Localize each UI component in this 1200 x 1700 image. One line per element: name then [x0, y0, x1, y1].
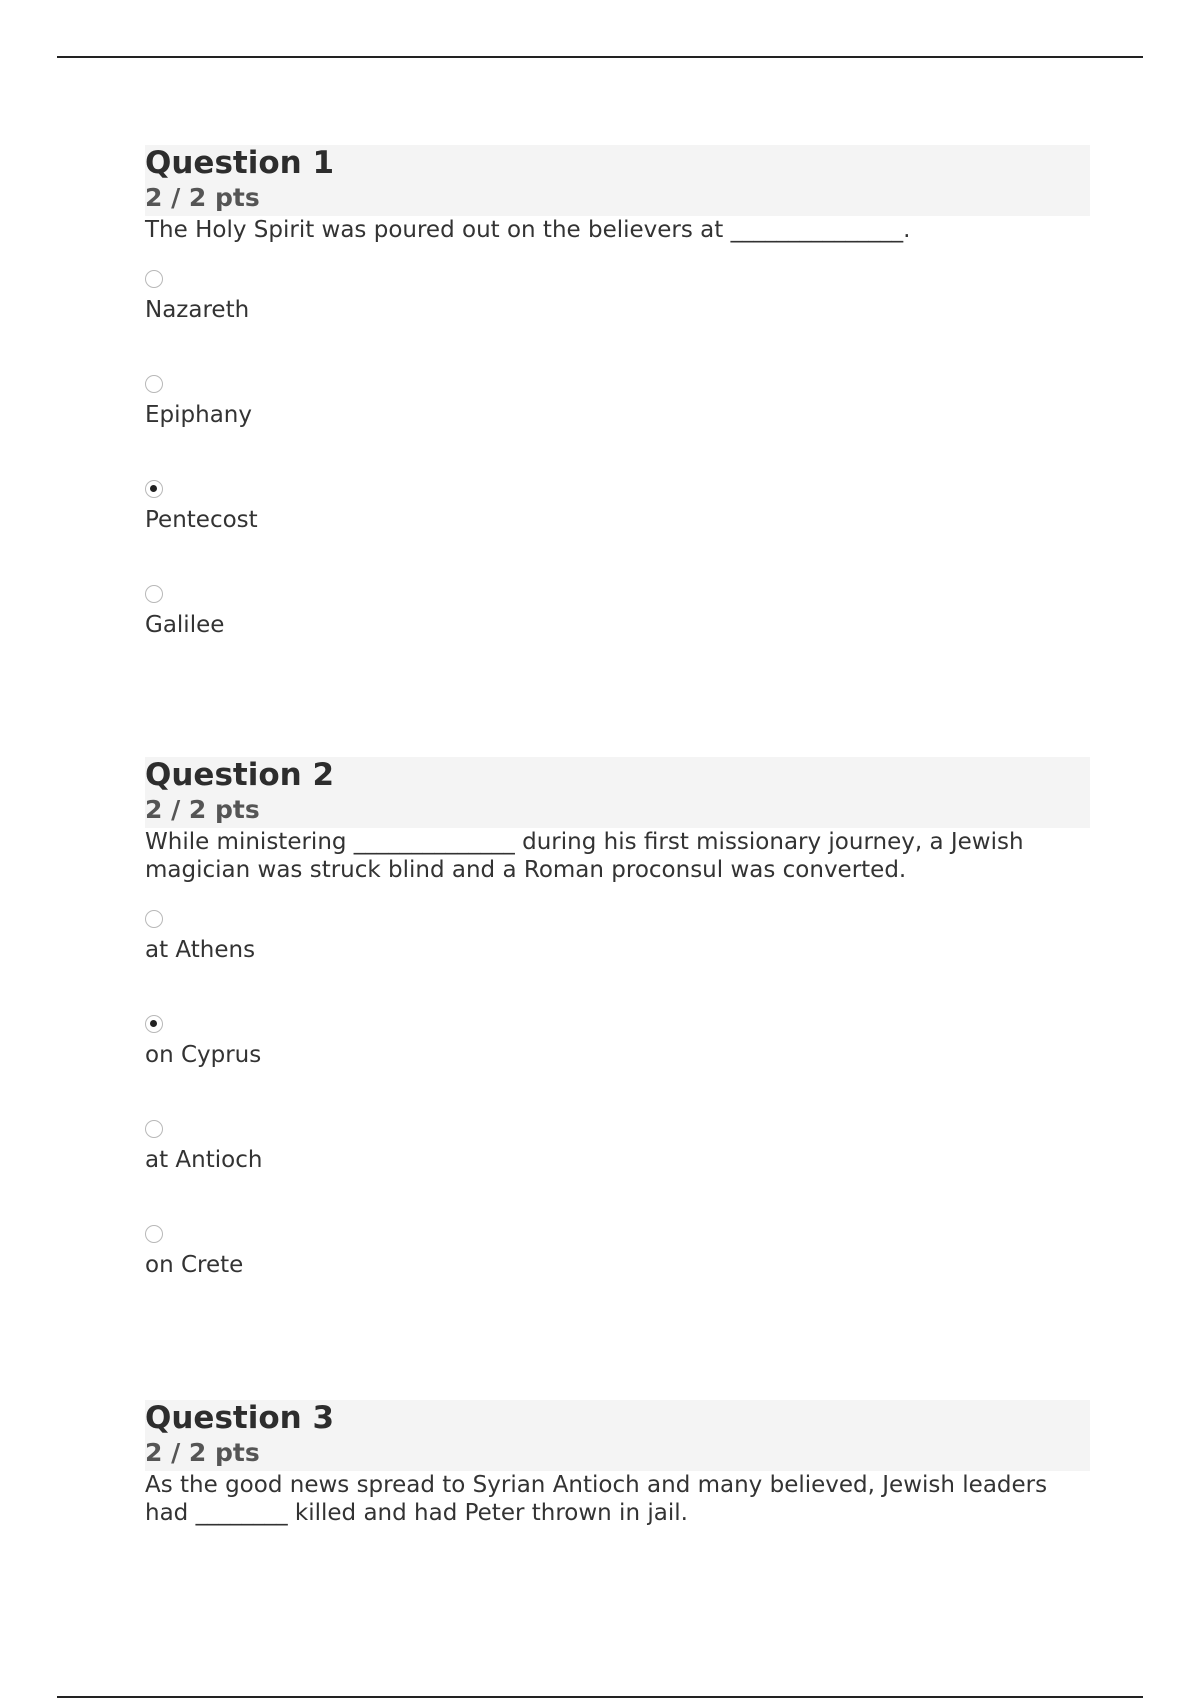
answer-option[interactable] — [145, 264, 1090, 369]
radio-button[interactable] — [145, 270, 163, 288]
question-header — [145, 757, 1090, 828]
question-text: The Holy Spirit was poured out on the believers at _______________. — [145, 217, 911, 243]
answer-label: Pentecost — [145, 507, 258, 533]
radio-button[interactable] — [145, 480, 163, 498]
question-title: Question 3 — [145, 1400, 335, 1436]
question-title: Question 2 — [145, 757, 335, 793]
answer-option[interactable] — [145, 904, 1090, 1009]
answer-label: on Crete — [145, 1252, 244, 1278]
answer-list — [145, 904, 1090, 1324]
answer-label: on Cyprus — [145, 1042, 262, 1068]
question-text: While ministering ______________ during his first missionary journey, a Jewish magician was struck blind and a Roman proconsul was converted. — [145, 829, 1024, 883]
answer-label: Galilee — [145, 612, 225, 638]
radio-button[interactable] — [145, 375, 163, 393]
question-3 — [145, 1400, 1090, 1527]
question-text: As the good news spread to Syrian Antioch and many believed, Jewish leaders had ________ killed and had Peter thrown in jail. — [145, 1472, 1048, 1526]
radio-button[interactable] — [145, 1015, 163, 1033]
question-header — [145, 145, 1090, 216]
radio-button[interactable] — [145, 585, 163, 603]
question-title: Question 1 — [145, 145, 335, 181]
answer-option[interactable] — [145, 579, 1090, 684]
answer-option[interactable] — [145, 369, 1090, 474]
top-divider — [57, 56, 1143, 58]
answer-option[interactable] — [145, 474, 1090, 579]
question-header — [145, 1400, 1090, 1471]
question-points: 2 / 2 pts — [145, 183, 260, 212]
answer-option[interactable] — [145, 1219, 1090, 1324]
answer-label: at Antioch — [145, 1147, 263, 1173]
bottom-divider — [57, 1696, 1143, 1698]
radio-button[interactable] — [145, 1120, 163, 1138]
answer-option[interactable] — [145, 1009, 1090, 1114]
quiz-content — [145, 145, 1090, 1587]
radio-button[interactable] — [145, 1225, 163, 1243]
question-1 — [145, 145, 1090, 684]
question-2 — [145, 757, 1090, 1324]
question-points: 2 / 2 pts — [145, 795, 260, 824]
answer-list — [145, 264, 1090, 684]
question-points: 2 / 2 pts — [145, 1438, 260, 1467]
answer-label: at Athens — [145, 937, 256, 963]
answer-label: Nazareth — [145, 297, 250, 323]
answer-option[interactable] — [145, 1114, 1090, 1219]
answer-label: Epiphany — [145, 402, 252, 428]
radio-button[interactable] — [145, 910, 163, 928]
